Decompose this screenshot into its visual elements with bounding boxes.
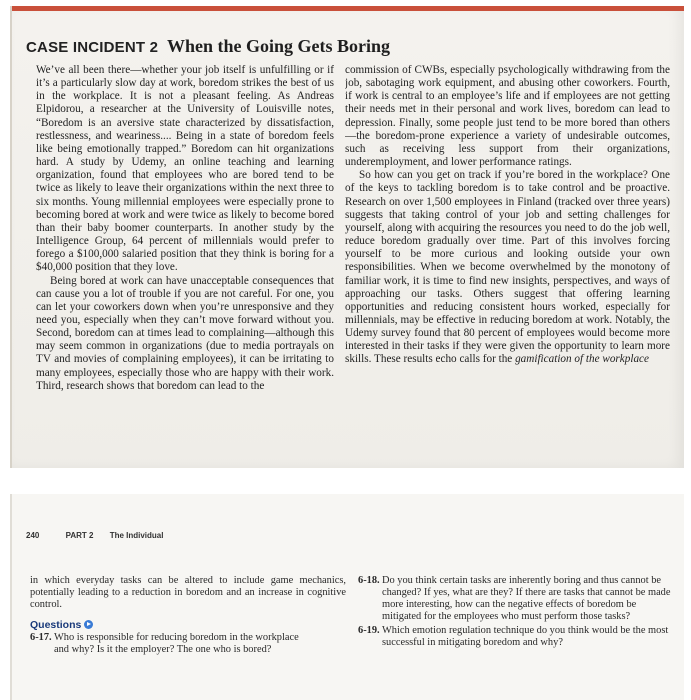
question-number: 6-19. — [358, 625, 380, 637]
part-label: PART 2 — [65, 531, 94, 540]
case-incident-label: CASE INCIDENT 2 — [26, 39, 159, 56]
right-column — [345, 64, 670, 464]
question-text: Who is responsible for reducing boredom in the workplace and why? Is it the employer? The one who is bored? — [54, 632, 299, 656]
left-column — [36, 64, 334, 464]
textbook-page-lower — [10, 494, 684, 700]
play-circle-icon[interactable] — [84, 620, 93, 629]
question-item — [358, 625, 674, 649]
lower-right-column — [358, 575, 674, 652]
right-paragraph-2 — [345, 169, 670, 366]
accent-bar — [12, 6, 684, 11]
right-paragraph-1: commission of CWBs, especially psychologically withdrawing from the job, sabotaging work equipment, and abusing other coworkers. Fourth, if work is central to an employee’s life and if employees are not getting their needs met in their personal and work lives, boredom can lead to depression. Finally, some people just tend to be more bored than others—the boredom-prone experience a variety of undesirable outcomes, such as receiving less support from their organizations, underemployment, and lower performance ratings. — [345, 64, 670, 169]
lower-left-column — [30, 575, 346, 659]
continuation-text: in which everyday tasks can be altered to include game mechanics, potentially leading to a reduction in boredom and an increase in cognitive control. — [30, 575, 346, 611]
right-paragraph-2-text: So how can you get on track if you’re bored in the workplace? One of the keys to tackling boredom is to take control and be proactive. Research on over 1,500 employees in Finland (tracked over three years) suggests that taking control of your job and setting challenges for yourself, along with acquiring the resources you need to do the job well, reduce boredom gradually over time. Part of this involves forcing yourself to be more curious and looking outside your own responsibilities. When we become overwhelmed by the monotony of familiar work, it is time to find new insights, perspectives, and ways of approaching our tasks. Others suggest that offering learning opportunities and reducing consistent hours worked, especially for millennials, may be effective in reducing boredom at work. Notably, the Udemy survey found that 80 percent of employees would become more interested in their tasks if they were given the opportunity to learn more skills. These results echo calls for the — [345, 169, 670, 366]
case-incident-heading — [26, 36, 390, 58]
gamification-phrase: gamification of the workplace — [515, 353, 649, 366]
questions-heading — [30, 619, 346, 631]
case-incident-title: When the Going Gets Boring — [166, 36, 390, 56]
questions-heading-label: Questions — [30, 619, 82, 632]
page-number: 240 — [26, 531, 40, 540]
left-paragraph-1: We’ve all been there—whether your job itself is unfulfilling or if it’s a particularly slow day at work, boredom strikes the best of us in the workplace. It is not a pleasant feeling. As Andreas Elpidorou, a researcher at the University of Louisville notes, “Boredom is an aversive state characterized by dissatisfaction, restlessness, and weariness.... Being in a state of boredom feels like being emotionally trapped.” Boredom can hit organizations hard. A study by Udemy, an online teaching and learning organization, found that employees who are bored tend to be twice as likely to leave their organizations within the next three to six months. Young millennial employees were especially prone to becoming bored at work and were twice as likely to become bored than their baby boomer counterparts. In another study by the Intelligence Group, 64 percent of millennials would prefer to forego a $100,000 salaried position that they think is boring for a $40,000 position that they love. — [36, 64, 334, 274]
left-paragraph-2: Being bored at work can have unacceptable consequences that can cause you a lot of trouble if you are not careful. For one, you can let your coworkers down when you’re unresponsive and they need you, especially when they can’t move forward without you. Second, boredom can at times lead to complaining—although this may seem common in organizations (due to media portrayals on TV and movies of complaining employees), it can be irritating to many employees, especially those who are happy with their work. Third, research shows that boredom can lead to the — [36, 274, 334, 392]
question-text: Which emotion regulation technique do you think would be the most successful in mitigating boredom and why? — [382, 625, 669, 649]
question-item — [30, 632, 346, 656]
question-number: 6-17. — [30, 632, 52, 644]
textbook-page-upper — [10, 6, 684, 468]
section-label: The Individual — [109, 531, 164, 540]
question-number: 6-18. — [358, 575, 380, 586]
question-item — [358, 575, 674, 623]
running-head — [26, 531, 163, 540]
question-text: Do you think certain tasks are inherently boring and thus cannot be changed? If yes, what are they? If there are tasks that cannot be made more interesting, how can the negative effects of boredom be mitigated for the employees who must perform those tasks? — [382, 575, 671, 623]
